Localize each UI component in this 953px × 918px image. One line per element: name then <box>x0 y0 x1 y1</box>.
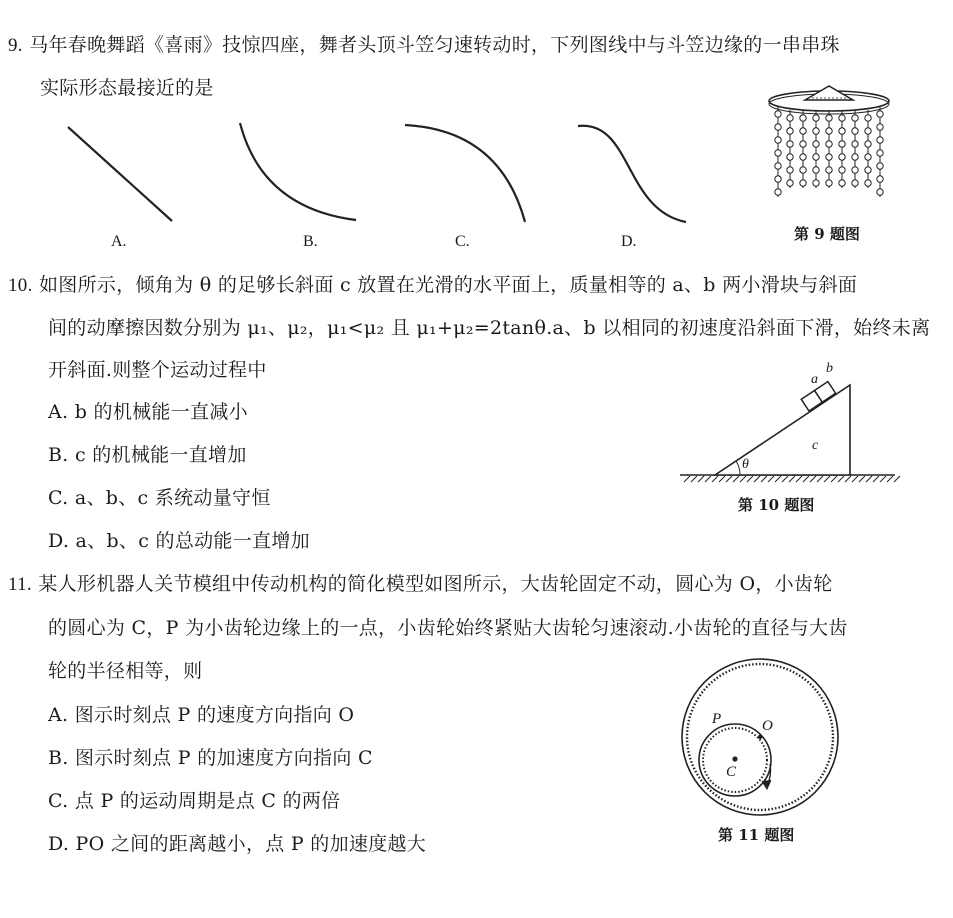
q9-option-d: D. <box>621 233 637 250</box>
q10-option-b-text: c 的机械能一直增加 <box>74 444 247 466</box>
q9-number: 9. <box>8 35 23 56</box>
q10-stem-text: 如图所示，倾角为 θ 的足够长斜面 c 放置在光滑的水平面上，质量相等的 a、b 两小滑块与斜面 <box>39 274 858 296</box>
q10-stem-line2: 间的动摩擦因数分别为 μ₁、μ₂，μ₁<μ₂ 且 μ₁+μ₂=2tanθ.a、b 以相同的初速度沿斜面下滑，始终未离 <box>48 317 931 339</box>
q11-option-b-label: B. <box>48 747 69 769</box>
q10-stem-line3: 开斜面.则整个运动过程中 <box>48 359 267 381</box>
q11-option-a-text: 图示时刻点 P 的速度方向指向 O <box>74 704 355 726</box>
q9-stem-line2: 实际形态最接近的是 <box>40 77 214 99</box>
q11-option-b-text: 图示时刻点 P 的加速度方向指向 C <box>74 747 373 769</box>
q9-option-c: C. <box>455 233 470 250</box>
q10-option-c-label: C. <box>48 487 69 509</box>
q11-label-c: C <box>726 764 737 780</box>
q10-label-a: a <box>811 372 818 387</box>
q9-stem-text: 马年春晚舞蹈《喜雨》技惊四座，舞者头顶斗笠匀速转动时，下列图线中与斗笠边缘的一串串珠 <box>29 34 840 56</box>
q11-figure-caption: 第 11 题图 <box>718 826 795 844</box>
q11-stem-line2: 的圆心为 C，P 为小齿轮边缘上的一点，小齿轮始终紧贴大齿轮匀速滚动.小齿轮的直径与大齿 <box>48 617 848 639</box>
q11-label-p: P <box>712 711 722 727</box>
q10-option-a-label: A. <box>48 401 69 423</box>
q11-option-c-text: 点 P 的运动周期是点 C 的两倍 <box>74 790 341 812</box>
q9-option-a: A. <box>111 233 127 250</box>
q10-label-b: b <box>826 361 833 376</box>
q10-option-c-text: a、b、c 系统动量守恒 <box>74 487 271 509</box>
q11-option-d-label: D. <box>48 833 70 855</box>
q11-number: 11. <box>8 574 32 595</box>
q10-option-a-text: b 的机械能一直减小 <box>74 401 248 423</box>
q10-figure-caption: 第 10 题图 <box>738 496 815 514</box>
q11-label-o: O <box>762 718 773 734</box>
q10-label-c: c <box>812 438 819 453</box>
q11-option-d-text: PO 之间的距离越小，点 P 的加速度越大 <box>75 833 427 855</box>
q11-option-c-label: C. <box>48 790 69 812</box>
q10-option-b-label: B. <box>48 444 69 466</box>
q11-stem-line3: 轮的半径相等，则 <box>48 660 203 682</box>
q9-option-b: B. <box>303 233 318 250</box>
q10-option-d-label: D. <box>48 530 70 552</box>
q9-figure-caption: 第 9 题图 <box>794 225 860 243</box>
q11-stem-text: 某人形机器人关节模组中传动机构的简化模型如图所示，大齿轮固定不动，圆心为 O，小齿轮 <box>38 573 833 595</box>
q10-number: 10. <box>8 275 33 296</box>
q11-option-a-label: A. <box>48 704 69 726</box>
q10-label-theta: θ <box>742 457 749 472</box>
q10-option-d-text: a、b、c 的总动能一直增加 <box>75 530 310 552</box>
